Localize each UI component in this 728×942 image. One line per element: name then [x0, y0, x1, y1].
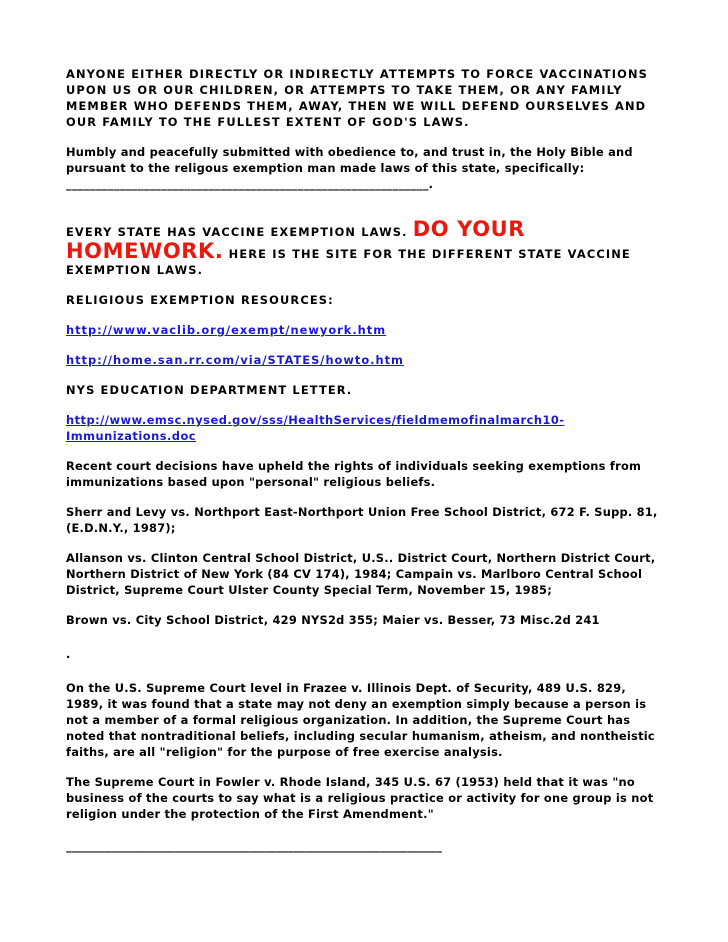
do-your-heading: DO YOUR [412, 217, 526, 241]
exemption-suffix: HERE IS THE SITE FOR THE DIFFERENT STATE VACCINE EXEMPTION LAWS. [66, 247, 631, 277]
case-brown: Brown vs. City School District, 429 NYS2d 355; Maier vs. Besser, 73 Misc.2d 241 [66, 613, 600, 627]
link-vaclib-row [66, 322, 666, 338]
san-rr-link[interactable]: http://home.san.rr.com/via/STATES/howto.htm [66, 353, 404, 367]
vaclib-link[interactable]: http://www.vaclib.org/exempt/newyork.htm [66, 323, 387, 337]
supreme-frazee-paragraph: On the U.S. Supreme Court level in Frazee v. Illinois Dept. of Security, 489 U.S. 829, 1989, it was found that a state may not deny an exemption simply because a person is not a member of a formal religious organization. In addition, the Supreme Court has noted that nontraditional beliefs, including secular humanism, atheism, and nontheistic faiths, are all "religion" for the purpose of free exercise analysis. [66, 681, 655, 759]
emsc-link[interactable] [66, 413, 565, 443]
emsc-link-line2: Immunizations.doc [66, 429, 197, 443]
exemption-laws-paragraph [66, 218, 666, 278]
link-san-rr-row [66, 352, 666, 368]
emsc-link-line1: http://www.emsc.nysed.gov/sss/HealthServices/fieldmemofinalmarch10- [66, 413, 565, 427]
case-sherr: Sherr and Levy vs. Northport East-Northport Union Free School District, 672 F. Supp. 81, (E.D.N.Y., 1987); [66, 505, 658, 535]
supreme-fowler-paragraph: The Supreme Court in Fowler v. Rhode Island, 345 U.S. 67 (1953) held that it was "no business of the courts to say what is a religious practice or activity for one group is not religion under the protection of the First Amendment." [66, 775, 654, 821]
submission-text: Humbly and peacefully submitted with obedience to, and trust in, the Holy Bible and pursuant to the religous exemption man made laws of this state, specifically: [66, 145, 633, 175]
link-emsc-row [66, 412, 666, 444]
submission-paragraph [66, 144, 666, 192]
exemption-prefix: EVERY STATE HAS VACCINE EXEMPTION LAWS. [66, 225, 408, 239]
intro-warning: ANYONE EITHER DIRECTLY OR INDIRECTLY ATTEMPTS TO FORCE VACCINATIONS UPON US OR OUR CHILDREN, OR ATTEMPTS TO TAKE THEM, OR ANY FAMILY MEMBER WHO DEFENDS THEM, AWAY, THEN WE WILL DEFEND OURSELVES AND OUR FAMILY TO THE FULLEST EXTENT OF GOD'S LAWS. [66, 67, 648, 129]
bottom-rule: __________________________________________________________________ [66, 839, 442, 853]
nys-letter-heading: NYS EDUCATION DEPARTMENT LETTER. [66, 383, 353, 397]
case-allanson: Allanson vs. Clinton Central School District, U.S.. District Court, Northern District Court, Northern District of New York (84 CV 174), 1984; Campain vs. Marlboro Central School District, Supreme Court Ulster County Special Term, November 15, 1985; [66, 551, 656, 597]
lone-dot: . [66, 647, 71, 661]
religious-resources-heading: RELIGIOUS EXEMPTION RESOURCES: [66, 293, 334, 307]
court-decisions-paragraph: Recent court decisions have upheld the rights of individuals seeking exemptions from immunizations based upon "personal" religious beliefs. [66, 459, 642, 489]
signature-blank-line: _____________________________________________________________. [66, 177, 434, 191]
document-body [66, 66, 666, 868]
homework-heading: HOMEWORK. [66, 239, 224, 263]
